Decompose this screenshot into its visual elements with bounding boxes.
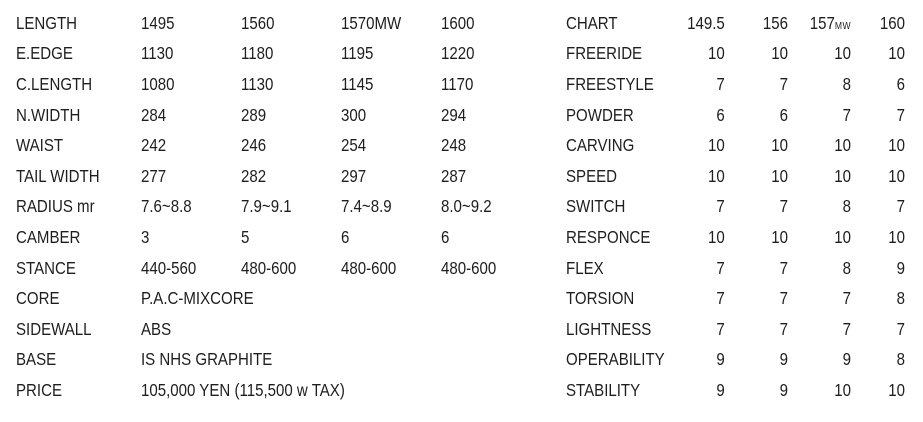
chart-size-157: 157 <box>809 12 835 33</box>
chart-value: 7 <box>842 318 851 339</box>
spec-value: 3 <box>141 226 150 247</box>
chart-size-149-5: 149.5 <box>686 12 725 33</box>
chart-row-label: TORSION <box>566 288 635 309</box>
chart-value: 7 <box>716 73 725 94</box>
chart-value: 8 <box>842 196 851 217</box>
chart-value: 9 <box>896 257 905 278</box>
chart-rows <box>566 39 905 406</box>
chart-value: 6 <box>896 73 905 94</box>
size-1560: 1560 <box>241 12 275 33</box>
spec-row-label: C.LENGTH <box>16 73 93 94</box>
spec-row <box>16 161 541 192</box>
chart-value: 7 <box>779 288 788 309</box>
chart-size-156: 156 <box>762 12 788 33</box>
chart-value: 7 <box>779 73 788 94</box>
chart-value: 10 <box>833 135 851 156</box>
chart-value: 7 <box>842 288 851 309</box>
chart-value: 9 <box>716 379 725 400</box>
chart-value: 10 <box>770 226 788 247</box>
spec-base-value: IS NHS GRAPHITE <box>141 349 273 370</box>
spec-value: 294 <box>441 104 467 125</box>
spec-value: 7.4~8.9 <box>341 196 392 217</box>
spec-value: 254 <box>341 135 367 156</box>
chart-value: 8 <box>842 257 851 278</box>
spec-value: 284 <box>141 104 167 125</box>
chart-row <box>566 283 905 314</box>
spec-row <box>16 192 541 223</box>
chart-row-label: FLEX <box>566 257 604 278</box>
chart-value: 10 <box>833 165 851 186</box>
spec-row-label: CORE <box>16 288 60 309</box>
spec-value: 248 <box>441 135 467 156</box>
spec-sidewall-value: ABS <box>141 318 172 339</box>
chart-value: 7 <box>716 288 725 309</box>
spec-row-label: PRICE <box>16 379 62 400</box>
spec-value: 6 <box>441 226 450 247</box>
chart-row-label: POWDER <box>566 104 634 125</box>
spec-value: 1170 <box>441 73 474 94</box>
chart-value: 7 <box>716 257 725 278</box>
chart-value: 7 <box>896 318 905 339</box>
chart-value: 7 <box>716 196 725 217</box>
spec-value: 8.0~9.2 <box>441 196 492 217</box>
spec-value: 277 <box>141 165 167 186</box>
spec-value: 7.6~8.8 <box>141 196 192 217</box>
spec-value: 6 <box>341 226 350 247</box>
spec-row-label: STANCE <box>16 257 76 278</box>
chart-row <box>566 222 905 253</box>
spec-value: 1220 <box>441 43 475 64</box>
chart-value: 8 <box>896 349 905 370</box>
spec-sidewall-row <box>16 314 541 345</box>
spec-value: 1080 <box>141 73 175 94</box>
spec-row <box>16 130 541 161</box>
spec-table <box>16 8 541 406</box>
size-1600: 1600 <box>441 12 475 33</box>
spec-value: 246 <box>241 135 267 156</box>
spec-value: 480-600 <box>441 257 497 278</box>
spec-value: 440-560 <box>141 257 197 278</box>
spec-row-label: N.WIDTH <box>16 104 81 125</box>
spec-value: 7.9~9.1 <box>241 196 292 217</box>
chart-row-label: CHART <box>566 12 618 33</box>
chart-row <box>566 375 905 406</box>
chart-value: 9 <box>842 349 851 370</box>
chart-value: 9 <box>779 379 788 400</box>
chart-value: 10 <box>833 379 851 400</box>
spec-value: 297 <box>341 165 367 186</box>
chart-row-label: FREESTYLE <box>566 73 654 94</box>
chart-value: 10 <box>887 135 905 156</box>
spec-row-label: WAIST <box>16 135 64 156</box>
size-1570mw: 1570MW <box>341 12 402 33</box>
spec-value: 287 <box>441 165 467 186</box>
chart-row <box>566 161 905 192</box>
spec-row <box>16 39 541 70</box>
chart-value: 10 <box>770 43 788 64</box>
spec-value: 242 <box>141 135 167 156</box>
spec-row <box>16 100 541 131</box>
chart-value: 10 <box>887 165 905 186</box>
spec-row-label: BASE <box>16 349 57 370</box>
spec-value: 1145 <box>341 73 374 94</box>
chart-value: 7 <box>896 196 905 217</box>
spec-value: 282 <box>241 165 267 186</box>
chart-value: 10 <box>887 43 905 64</box>
spec-row-label: LENGTH <box>16 12 78 33</box>
chart-row-label: STABILITY <box>566 379 641 400</box>
chart-value: 10 <box>770 165 788 186</box>
chart-row-label: CARVING <box>566 135 635 156</box>
chart-value: 10 <box>887 226 905 247</box>
chart-value: 10 <box>707 43 725 64</box>
chart-value: 10 <box>887 379 905 400</box>
chart-value: 10 <box>833 226 851 247</box>
chart-value: 10 <box>770 135 788 156</box>
spec-row-label: RADIUS mr <box>16 196 95 217</box>
spec-value: 480-600 <box>241 257 297 278</box>
spec-core-row <box>16 283 541 314</box>
chart-row <box>566 345 905 376</box>
chart-size-160: 160 <box>879 12 905 33</box>
spec-rows <box>16 39 541 284</box>
spec-value: 300 <box>341 104 367 125</box>
chart-row <box>566 130 905 161</box>
chart-value: 10 <box>707 135 725 156</box>
chart-value: 10 <box>707 165 725 186</box>
chart-row <box>566 314 905 345</box>
chart-value: 9 <box>716 349 725 370</box>
chart-header-row <box>566 8 905 39</box>
spec-row <box>16 69 541 100</box>
spec-row <box>16 222 541 253</box>
chart-value: 7 <box>779 318 788 339</box>
spec-value: 289 <box>241 104 267 125</box>
chart-size-157mw <box>796 8 850 39</box>
chart-value: 10 <box>833 43 851 64</box>
chart-row-label: SWITCH <box>566 196 626 217</box>
chart-row-label: FREERIDE <box>566 43 643 64</box>
chart-value: 7 <box>716 318 725 339</box>
spec-base-row <box>16 345 541 376</box>
spec-value: 1180 <box>241 43 274 64</box>
chart-value: 7 <box>779 257 788 278</box>
chart-row <box>566 192 905 223</box>
chart-row-label: OPERABILITY <box>566 349 665 370</box>
chart-value: 7 <box>896 104 905 125</box>
spec-price-value: 105,000 YEN (115,500 w TAX) <box>141 379 345 400</box>
chart-value: 6 <box>779 104 788 125</box>
chart-row <box>566 100 905 131</box>
spec-value: 480-600 <box>341 257 397 278</box>
spec-value: 1130 <box>241 73 274 94</box>
spec-core-value: P.A.C-MIXCORE <box>141 288 254 309</box>
spec-row-label: TAIL WIDTH <box>16 165 100 186</box>
size-1495: 1495 <box>141 12 175 33</box>
chart-table <box>566 8 905 406</box>
chart-value: 7 <box>842 104 851 125</box>
spec-row-label: SIDEWALL <box>16 318 92 339</box>
spec-header-row <box>16 8 541 39</box>
chart-row-label: RESPONCE <box>566 226 651 247</box>
spec-row-label: E.EDGE <box>16 43 73 64</box>
spec-row <box>16 253 541 284</box>
spec-row-label: CAMBER <box>16 226 81 247</box>
chart-row-label: LIGHTNESS <box>566 318 652 339</box>
chart-row <box>566 69 905 100</box>
chart-value: 8 <box>842 73 851 94</box>
spec-price-row <box>16 375 541 406</box>
chart-row <box>566 39 905 70</box>
mw-suffix: MW <box>834 20 851 32</box>
spec-value: 1130 <box>141 43 174 64</box>
chart-value: 9 <box>779 349 788 370</box>
chart-value: 6 <box>716 104 725 125</box>
chart-value: 8 <box>896 288 905 309</box>
chart-row-label: SPEED <box>566 165 618 186</box>
spec-value: 1195 <box>341 43 374 64</box>
chart-row <box>566 253 905 284</box>
chart-value: 7 <box>779 196 788 217</box>
spec-value: 5 <box>241 226 250 247</box>
chart-value: 10 <box>707 226 725 247</box>
